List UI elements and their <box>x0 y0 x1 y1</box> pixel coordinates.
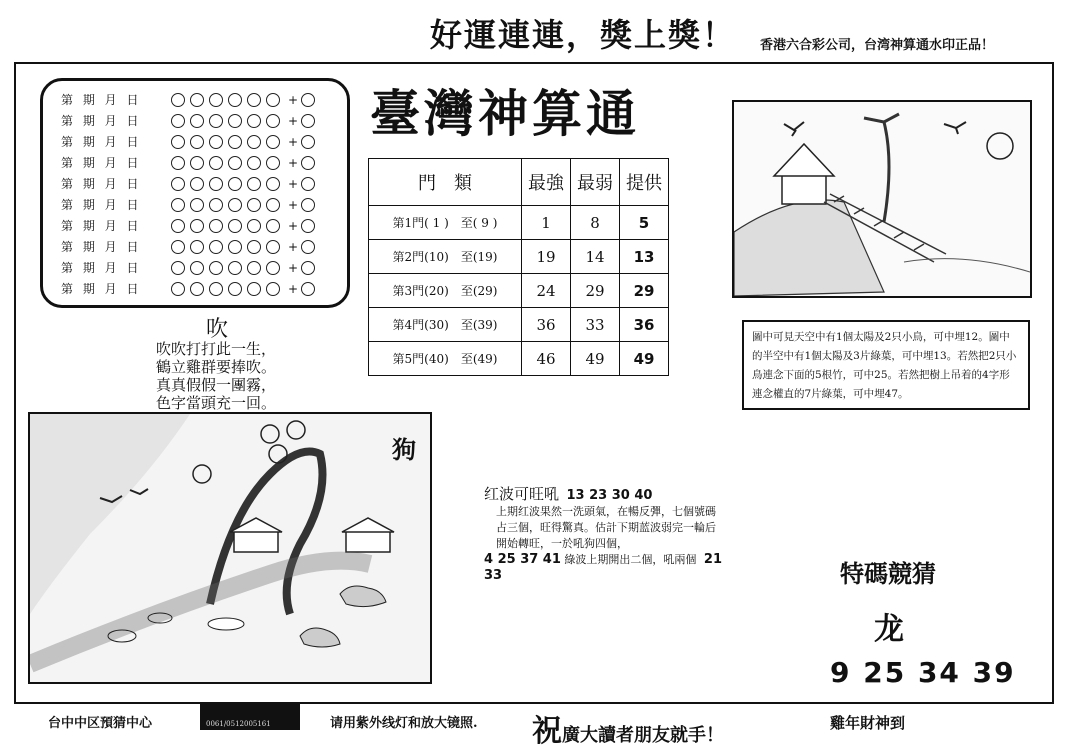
record-row <box>61 194 320 215</box>
plus-sign: + <box>288 197 299 212</box>
special-ball-slot <box>301 240 315 254</box>
gate-range: 第4門(30) 至(39) <box>369 308 522 342</box>
ball-slot <box>190 198 204 212</box>
special-ball-slot <box>301 93 315 107</box>
flower-icon <box>261 425 279 443</box>
record-row-label: 第 期 月 日 <box>61 93 142 107</box>
ball-slot <box>190 177 204 191</box>
gates-header-row <box>369 159 669 206</box>
poem-title: 吹 <box>206 317 229 342</box>
special-ball-slot <box>301 114 315 128</box>
ball-slot <box>228 114 242 128</box>
footer-middle: 请用紫外线灯和放大镜照. <box>330 716 478 731</box>
ball-slot <box>190 156 204 170</box>
offer-value: 13 <box>620 240 669 274</box>
strong-value: 36 <box>522 308 571 342</box>
weak-value: 14 <box>571 240 620 274</box>
barcode-box <box>200 702 300 730</box>
bowl-icon <box>208 618 244 630</box>
ball-slot <box>228 177 242 191</box>
record-row <box>61 89 320 110</box>
record-row <box>61 110 320 131</box>
record-row <box>61 278 320 299</box>
plus-sign: + <box>288 92 299 107</box>
dog-label: 狗 <box>392 435 416 464</box>
ball-slot <box>228 240 242 254</box>
plus-sign: + <box>288 260 299 275</box>
village-illustration <box>28 412 432 684</box>
weak-value: 49 <box>571 342 620 376</box>
table-row <box>369 342 669 376</box>
wave-body: 上期红波果然一洗頭氣，在暢反彈，七個號碼占三個，旺得驚真。估計下期蓝波弱完一輪后開始轉旺，一於吼狗四個， <box>496 505 716 550</box>
flower-icon <box>193 465 211 483</box>
ball-slot <box>171 282 185 296</box>
strong-value: 46 <box>522 342 571 376</box>
record-row-label: 第 期 月 日 <box>61 198 142 212</box>
flower-icon <box>269 445 287 463</box>
record-row-label: 第 期 月 日 <box>61 240 142 254</box>
ball-slot <box>190 219 204 233</box>
ball-slot <box>209 156 223 170</box>
ball-slot <box>209 240 223 254</box>
special-ball-slot <box>301 198 315 212</box>
ball-slot <box>171 93 185 107</box>
ball-slot <box>209 114 223 128</box>
ball-slot <box>209 177 223 191</box>
ball-slot <box>266 177 280 191</box>
footer-left: 台中中区預猜中心 <box>48 716 153 731</box>
ball-slot <box>209 135 223 149</box>
house-icon <box>342 518 394 552</box>
clue-box: 圖中可見天空中有1個太陽及2只小鳥，可中埋12。圖中的半空中有1個太陽及3片綠葉，可中埋13。若然把2只小鳥連念下面的5根竹，可中25。若然把樹上吊着的4字形連念權直的7片綠葉，可中埋47。 <box>742 320 1030 410</box>
barcode-text: 0061/0512005161 <box>206 720 271 728</box>
ball-slot <box>228 219 242 233</box>
record-row-label: 第 期 月 日 <box>61 114 142 128</box>
record-row <box>61 257 320 278</box>
weak-value: 33 <box>571 308 620 342</box>
ball-slot <box>247 261 261 275</box>
record-row <box>61 215 320 236</box>
shadow-area <box>30 414 190 614</box>
poem-line: 色字當頭充一回。 <box>156 394 277 412</box>
plus-sign: + <box>288 176 299 191</box>
cliff-shape <box>734 200 884 296</box>
table-row <box>369 206 669 240</box>
page-title: 臺灣神算通 <box>370 84 640 143</box>
plus-sign: + <box>288 113 299 128</box>
ball-slot <box>228 156 242 170</box>
offer-value: 36 <box>620 308 669 342</box>
offer-value: 29 <box>620 274 669 308</box>
ball-slot <box>247 93 261 107</box>
special-ball-slot <box>301 135 315 149</box>
ball-slot <box>171 219 185 233</box>
weak-value: 8 <box>571 206 620 240</box>
header-strongest: 最強 <box>522 159 571 206</box>
gates-table <box>368 158 669 376</box>
ball-slot <box>190 114 204 128</box>
record-row-label: 第 期 月 日 <box>61 135 142 149</box>
wave-head-numbers: 13 23 30 40 <box>566 488 653 503</box>
special-ball-slot <box>301 156 315 170</box>
strong-value: 24 <box>522 274 571 308</box>
ball-slot <box>190 135 204 149</box>
record-board <box>40 78 350 308</box>
flower-icon <box>287 421 305 439</box>
ball-slot <box>266 282 280 296</box>
ball-slot <box>190 261 204 275</box>
wave-tail-numbers: 21 33 <box>484 552 722 583</box>
offer-value: 5 <box>620 206 669 240</box>
ball-slot <box>247 114 261 128</box>
ball-slot <box>209 198 223 212</box>
ball-slot <box>171 240 185 254</box>
record-row <box>61 152 320 173</box>
ball-slot <box>171 135 185 149</box>
record-row-label: 第 期 月 日 <box>61 261 142 275</box>
ball-slot <box>228 93 242 107</box>
wave-tail: 綠波上期開出二個，吼兩個 <box>564 553 697 566</box>
corner-note: 香港六合彩公司，台湾神算通水印正品！ <box>760 38 995 53</box>
poem-line: 真真假假一團霧， <box>156 376 277 394</box>
ball-slot <box>266 156 280 170</box>
ball-slot <box>266 219 280 233</box>
ball-slot <box>190 240 204 254</box>
ball-slot <box>247 198 261 212</box>
ball-slot <box>209 261 223 275</box>
ball-slot <box>171 261 185 275</box>
bless-line <box>532 706 724 750</box>
ball-slot <box>228 198 242 212</box>
gate-range: 第5門(40) 至(49) <box>369 342 522 376</box>
header-category: 門 類 <box>369 159 522 206</box>
special-title: 特碼競猜 <box>840 559 936 588</box>
dog-icon <box>340 586 386 607</box>
ball-slot <box>247 177 261 191</box>
ground-line <box>904 259 1030 272</box>
table-row <box>369 240 669 274</box>
special-ball-slot <box>301 219 315 233</box>
landscape-illustration <box>732 100 1032 298</box>
ball-slot <box>247 135 261 149</box>
ball-slot <box>190 282 204 296</box>
ball-slot <box>266 114 280 128</box>
header-weakest: 最弱 <box>571 159 620 206</box>
ball-slot <box>247 282 261 296</box>
record-row <box>61 131 320 152</box>
village-drawing <box>30 414 430 682</box>
header-offer: 提供 <box>620 159 669 206</box>
ball-slot <box>190 93 204 107</box>
poem-line: 吹吹打打此一生， <box>156 340 277 358</box>
record-row-label: 第 期 月 日 <box>61 282 142 296</box>
strong-value: 19 <box>522 240 571 274</box>
ball-slot <box>247 156 261 170</box>
plus-sign: + <box>288 155 299 170</box>
record-row <box>61 236 320 257</box>
wave-analysis <box>484 486 724 584</box>
sun-icon <box>987 133 1013 159</box>
dog-icon <box>300 628 340 647</box>
ball-slot <box>266 93 280 107</box>
ball-slot <box>266 240 280 254</box>
plus-sign: + <box>288 239 299 254</box>
wave-numbers: 4 25 37 41 <box>484 552 561 567</box>
bird-icon <box>944 122 966 134</box>
bird-icon <box>784 122 804 136</box>
record-row-label: 第 期 月 日 <box>61 156 142 170</box>
poem <box>156 340 276 412</box>
ball-slot <box>209 219 223 233</box>
ball-slot <box>209 93 223 107</box>
bless-char: 祝 <box>532 714 562 749</box>
wave-head: 红波可旺吼 <box>484 485 560 503</box>
weak-value: 29 <box>571 274 620 308</box>
headline: 好運連連，獎上獎！ <box>430 16 737 54</box>
ball-slot <box>171 177 185 191</box>
ball-slot <box>209 282 223 296</box>
record-row-label: 第 期 月 日 <box>61 177 142 191</box>
gate-range: 第2門(10) 至(19) <box>369 240 522 274</box>
strong-value: 1 <box>522 206 571 240</box>
bless-text: 廣大讀者朋友就手！ <box>562 725 724 746</box>
gate-range: 第1門( 1 ) 至( 9 ) <box>369 206 522 240</box>
record-row-label: 第 期 月 日 <box>61 219 142 233</box>
plus-sign: + <box>288 218 299 233</box>
table-row <box>369 274 669 308</box>
ball-slot <box>266 198 280 212</box>
ball-slot <box>266 261 280 275</box>
ball-slot <box>171 198 185 212</box>
ball-slot <box>171 114 185 128</box>
special-ball-slot <box>301 261 315 275</box>
zodiac-pick: 龙 <box>874 612 904 647</box>
ball-slot <box>228 261 242 275</box>
special-ball-slot <box>301 177 315 191</box>
table-row <box>369 308 669 342</box>
ball-slot <box>228 282 242 296</box>
ball-slot <box>171 156 185 170</box>
plus-sign: + <box>288 281 299 296</box>
footer-right: 雞年財神到 <box>830 714 906 732</box>
house-icon <box>774 144 834 204</box>
special-numbers: 9 25 34 39 <box>830 656 1016 689</box>
ball-slot <box>247 219 261 233</box>
landscape-drawing <box>734 102 1030 296</box>
ball-slot <box>266 135 280 149</box>
special-ball-slot <box>301 282 315 296</box>
offer-value: 49 <box>620 342 669 376</box>
tree-icon <box>864 114 899 222</box>
gate-range: 第3門(20) 至(29) <box>369 274 522 308</box>
ball-slot <box>228 135 242 149</box>
plus-sign: + <box>288 134 299 149</box>
record-row <box>61 173 320 194</box>
ball-slot <box>247 240 261 254</box>
poem-line: 鶴立雞群要捧吹。 <box>156 358 277 376</box>
path-shape <box>30 561 370 664</box>
